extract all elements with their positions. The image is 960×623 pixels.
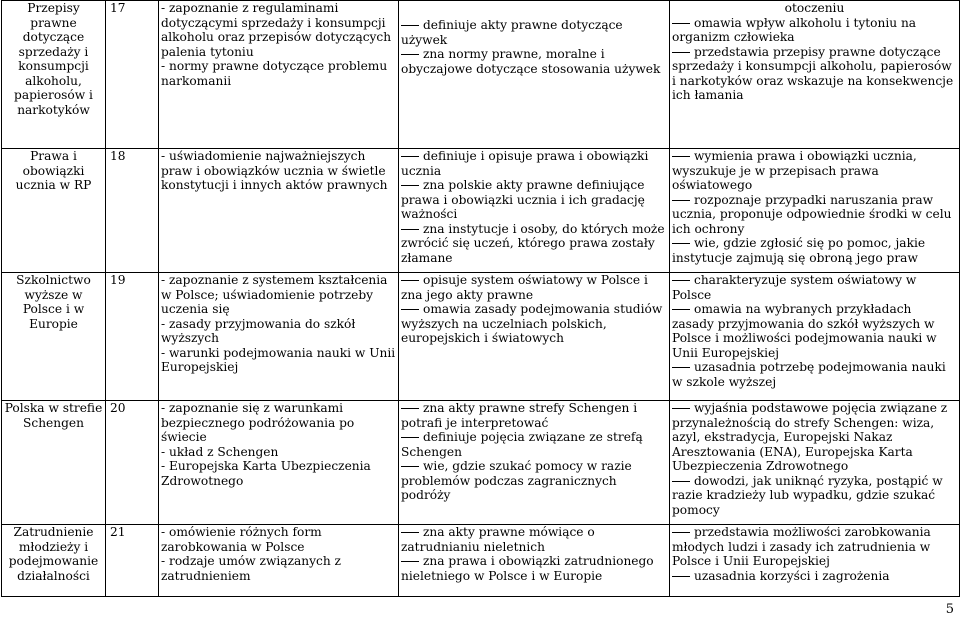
- content-item: - normy prawne dotyczące problemu narkomanii: [161, 59, 388, 88]
- dash-icon: [401, 280, 419, 281]
- basic-requirements-cell: [399, 525, 670, 597]
- extended-requirements-cell: [670, 401, 960, 525]
- requirement-item: [401, 525, 667, 554]
- table-row: [2, 401, 960, 525]
- requirement-text: przedstawia przepisy prawne dotyczące sprzedaży i konsumpcji alkoholu, papierosów i narkotyków oraz wskazuje na konsekwencje ich łamania: [672, 44, 954, 102]
- extended-requirements-cell: [670, 149, 960, 273]
- requirement-item: [672, 302, 957, 360]
- dash-icon: [672, 156, 690, 157]
- requirement-text: zna polskie akty prawne definiujące prawa i obowiązki ucznia i ich gradację ważności: [401, 178, 645, 221]
- requirement-item: [672, 193, 957, 237]
- topic-text: Szkolnictwo wyższe w Polsce i w Europie: [16, 273, 91, 331]
- requirement-item: [401, 149, 667, 178]
- requirement-item: [672, 16, 957, 45]
- requirement-text: definiuje i opisuje prawa i obowiązki ucznia: [401, 149, 649, 178]
- requirement-text: omawia wpływ alkoholu i tytoniu na organizm człowieka: [672, 15, 917, 44]
- dash-icon: [672, 23, 690, 24]
- requirement-text: charakteryzuje system oświatowy w Polsce: [672, 273, 917, 302]
- requirement-item: [672, 401, 957, 474]
- dash-icon: [401, 229, 419, 230]
- lesson-number-text: 18: [110, 149, 126, 163]
- requirement-text: omawia na wybranych przykładach zasady przyjmowania do szkół wyższych w Polsce i możliwości podejmowania nauki w Unii Europejskiej: [672, 302, 937, 360]
- topic-cell: [2, 401, 106, 525]
- dash-icon: [672, 408, 690, 409]
- dash-icon: [672, 532, 690, 533]
- lesson-number-text: 20: [110, 401, 126, 415]
- basic-requirements-cell: [399, 273, 670, 401]
- requirement-text: zna instytucje i osoby, do których może zwrócić się uczeń, którego prawa zostały złamane: [401, 221, 665, 265]
- requirement-item: [401, 47, 667, 76]
- content-item: - układ z Schengen: [161, 444, 279, 459]
- lesson-number-text: 19: [110, 273, 126, 287]
- lesson-number-text: 21: [110, 525, 126, 539]
- table-row: [2, 273, 960, 401]
- requirement-text: wie, gdzie szukać pomocy w razie problemów podczas zagranicznych podróży: [401, 459, 632, 502]
- topic-cell: [2, 149, 106, 273]
- content-item: - rodzaje umów związanych z zatrudnieniem: [161, 554, 341, 583]
- requirement-item: [401, 178, 667, 222]
- dash-icon: [672, 243, 690, 244]
- lesson-number: [106, 273, 159, 401]
- requirement-text: dowodzi, jak uniknąć ryzyka, postąpić w razie kradzieży lub wypadku, gdzie szukać pomocy: [672, 473, 943, 517]
- requirement-text: zna prawa i obowiązki zatrudnionego nieletniego w Polsce i w Europie: [401, 554, 654, 583]
- lesson-number-text: 17: [110, 1, 126, 15]
- content-item: - uświadomienie najważniejszych praw i obowiązków ucznia w świetle konstytucji i innych aktów prawnych: [161, 149, 388, 192]
- dash-icon: [672, 481, 690, 482]
- content-cell: [159, 149, 399, 273]
- dash-icon: [401, 437, 419, 438]
- page-number: 5: [945, 602, 954, 617]
- dash-icon: [672, 280, 690, 281]
- content-item: - omówienie różnych form zarobkowania w Polsce: [161, 525, 322, 554]
- requirement-item: [401, 18, 667, 47]
- dash-icon: [401, 466, 419, 467]
- topic-text: Zatrudnienie młodzieży i podejmowanie działalności: [8, 525, 99, 583]
- requirement-text: definiuje pojęcia związane ze strefą Schengen: [401, 430, 643, 459]
- requirement-text: uzasadnia korzyści i zagrożenia: [694, 568, 890, 583]
- requirement-text: przedstawia możliwości zarobkowania młodych ludzi i zasady ich zatrudnienia w Polsce i Unii Europejskiej: [672, 525, 931, 568]
- requirement-text: zna akty prawne strefy Schengen i potrafi je interpretować: [401, 401, 638, 430]
- extended-requirements-cell: [670, 273, 960, 401]
- extended-requirements-cell: [670, 525, 960, 597]
- extended-requirements-cell: [670, 1, 960, 149]
- dash-icon: [401, 185, 419, 186]
- content-item: - zapoznanie z systemem kształcenia w Polsce; uświadomienie potrzeby uczenia się: [161, 273, 388, 316]
- requirement-text: uzasadnia potrzebę podejmowania nauki w szkole wyższej: [672, 360, 946, 389]
- topic-text: Prawa i obowiązki ucznia w RP: [15, 149, 92, 192]
- requirement-text: definiuje akty prawne dotyczące używek: [401, 18, 623, 47]
- table-row: [2, 1, 960, 149]
- requirement-item: [401, 401, 667, 430]
- topic-cell: [2, 273, 106, 401]
- requirement-item: [672, 474, 957, 518]
- basic-requirements-cell: [399, 401, 670, 525]
- dash-icon: [401, 54, 419, 55]
- requirement-item: [672, 45, 957, 103]
- dash-icon: [672, 367, 690, 368]
- lesson-number: [106, 525, 159, 597]
- requirement-text: wyjaśnia podstawowe pojęcia związane z przynależnością do strefy Schengen: wiza, azyl, ekstradycja, Europejski Nakaz Aresztowania (ENA), Europejska Karta Ubezpieczenia Zdrowotnego: [672, 401, 948, 473]
- lesson-number: [106, 401, 159, 525]
- requirement-text: rozpoznaje przypadki naruszania praw ucznia, proponuje odpowiednie środki w celu ich ochrony: [672, 192, 952, 236]
- content-item: - Europejska Karta Ubezpieczenia Zdrowotnego: [161, 459, 371, 488]
- requirement-item: [672, 236, 957, 265]
- requirement-item: [672, 525, 957, 569]
- requirement-item: [672, 360, 957, 389]
- dash-icon: [672, 309, 690, 310]
- table-row: [2, 525, 960, 597]
- content-item: - zasady przyjmowania do szkół wyższych: [161, 316, 356, 345]
- dash-icon: [401, 532, 419, 533]
- topic-cell: [2, 1, 106, 149]
- lesson-number: [106, 149, 159, 273]
- requirement-item: [401, 459, 667, 503]
- dash-icon: [672, 52, 690, 53]
- requirement-item: [672, 569, 957, 584]
- content-cell: [159, 525, 399, 597]
- content-item: - zapoznanie się z warunkami bezpiecznego podróżowania po świecie: [161, 401, 355, 444]
- dash-icon: [672, 200, 690, 201]
- curriculum-table: [1, 0, 960, 597]
- dash-icon: [401, 309, 419, 310]
- requirement-item: [401, 430, 667, 459]
- requirement-item: [401, 273, 667, 302]
- extended-header: otoczeniu: [784, 1, 845, 15]
- dash-icon: [401, 25, 419, 26]
- requirement-text: zna akty prawne mówiące o zatrudnianiu nieletnich: [401, 525, 595, 554]
- topic-cell: [2, 525, 106, 597]
- topic-text: Polska w strefie Schengen: [4, 401, 103, 430]
- content-item: - warunki podejmowania nauki w Unii Europejskiej: [161, 345, 396, 374]
- requirement-item: [672, 273, 957, 302]
- content-cell: [159, 273, 399, 401]
- requirement-text: omawia zasady podejmowania studiów wyższych na uczelniach polskich, europejskich i światowych: [401, 302, 663, 345]
- topic-text: Przepisy prawne dotyczące sprzedaży i konsumpcji alkoholu, papierosów i narkotyków: [14, 1, 93, 117]
- requirement-text: zna normy prawne, moralne i obyczajowe dotyczące stosowania używek: [401, 47, 661, 76]
- requirement-text: opisuje system oświatowy w Polsce i zna jego akty prawne: [401, 273, 648, 302]
- requirement-text: wie, gdzie zgłosić się po pomoc, jakie instytucje zajmują się obroną jego praw: [672, 236, 926, 265]
- content-item: - zapoznanie z regulaminami dotyczącymi sprzedaży i konsumpcji alkoholu oraz przepisów dotyczących palenia tytoniu: [161, 1, 392, 59]
- lesson-number: [106, 1, 159, 149]
- requirement-item: [401, 554, 667, 583]
- requirement-item: [401, 222, 667, 266]
- content-cell: [159, 1, 399, 149]
- basic-requirements-cell: [399, 149, 670, 273]
- requirement-item: [401, 302, 667, 346]
- basic-requirements-cell: [399, 1, 670, 149]
- dash-icon: [401, 408, 419, 409]
- table-row: [2, 149, 960, 273]
- dash-icon: [401, 156, 419, 157]
- dash-icon: [401, 561, 419, 562]
- requirement-item: [672, 149, 957, 193]
- content-cell: [159, 401, 399, 525]
- requirement-text: wymienia prawa i obowiązki ucznia, wyszukuje je w przepisach prawa oświatowego: [672, 149, 917, 192]
- dash-icon: [672, 576, 690, 577]
